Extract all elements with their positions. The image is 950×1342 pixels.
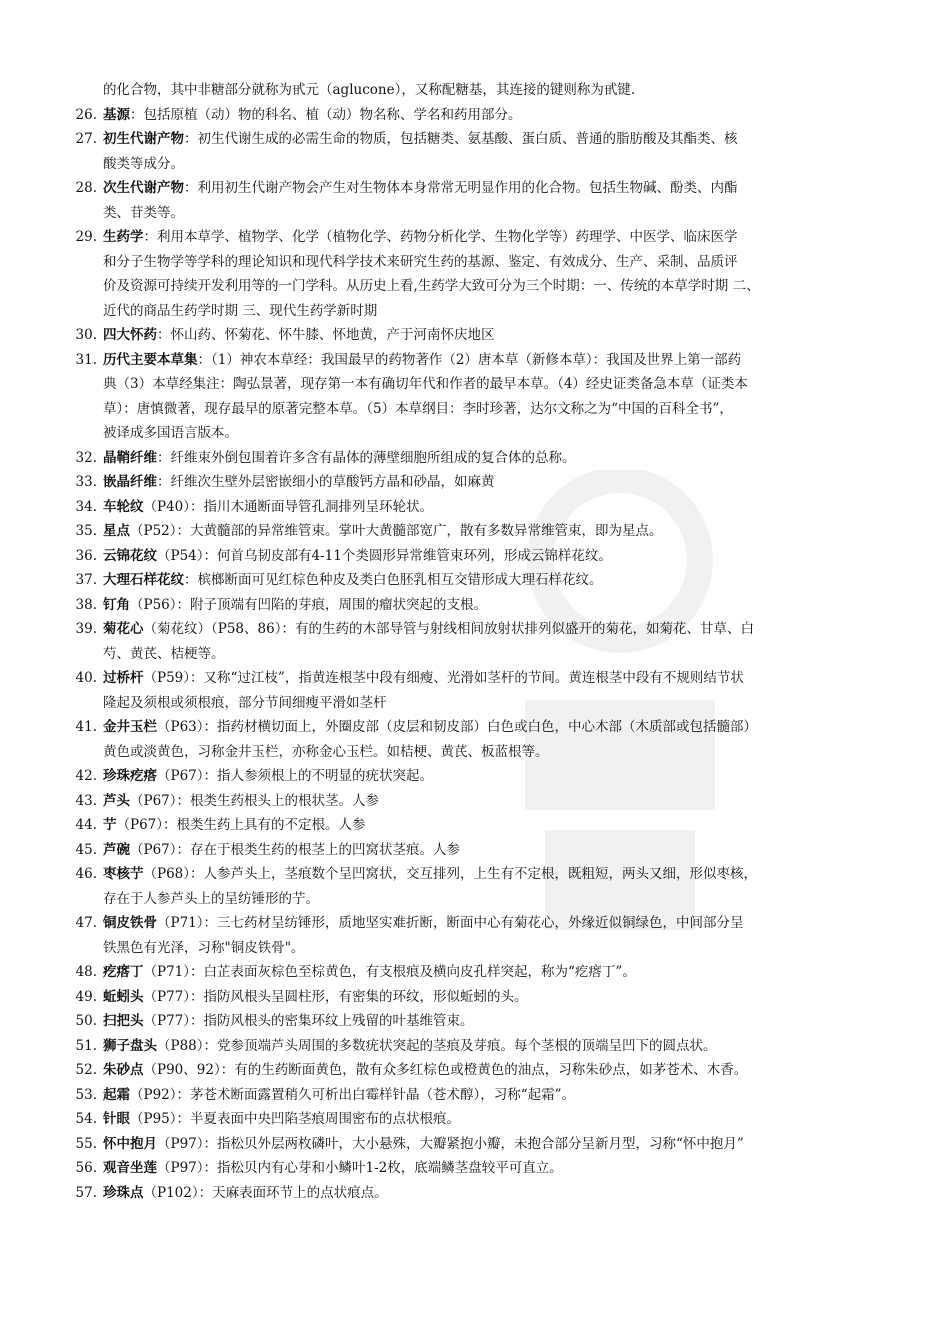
entry-term: 基源 (103, 106, 130, 123)
entry-term: 扫把头 (103, 1013, 144, 1029)
entry-line (103, 127, 898, 152)
entry-text: 草）：唐慎微著，现存最早的原著完整本草。（5）本草纲目：李时珍著，达尔文称之为“中国的百科全书”， (103, 400, 733, 417)
glossary-entry (0, 1009, 898, 1034)
entry-term: 观音坐莲 (103, 1160, 157, 1176)
entry-term: 针眼 (103, 1111, 130, 1127)
entry-text: 典（3）本草经集注：陶弘景著，现存第一本有确切年代和作者的最早本草。（4）经史证类备急本草（证类本 (103, 376, 748, 392)
entry-number: 35. (75, 523, 97, 539)
entry-line (103, 519, 898, 544)
entry-number: 30. (75, 327, 97, 343)
glossary-entry (0, 985, 898, 1010)
entry-number: 49. (75, 988, 97, 1005)
glossary-entry (0, 495, 898, 520)
entry-line (103, 250, 898, 275)
entry-text: （P54）：何首乌韧皮部有4-11个类圆形异常维管束环列，形成云锦样花纹。 (157, 547, 612, 564)
entry-term: 过桥杆 (103, 670, 144, 686)
entry-text: 类、苷类等。 (103, 204, 184, 221)
entry-term: 艼 (103, 817, 117, 833)
entry-text: ：初生代谢生成的必需生命的物质，包括糖类、氨基酸、蛋白质、普通的脂肪酸及其酯类、核 (184, 131, 738, 147)
entry-text: （菊花纹）（P58、86）：有的生药的木部导管与射线相间放射状排列似盛开的菊花，如菊花、甘草、白 (143, 621, 754, 637)
glossary-entry (0, 666, 898, 715)
entry-number: 44. (75, 817, 97, 833)
entry-line (103, 642, 898, 667)
entry-text: ：纤维束外倒包围着许多含有晶体的薄壁细胞所组成的复合体的总称。 (157, 449, 576, 466)
glossary-entry (0, 176, 898, 225)
glossary-entry (0, 225, 898, 323)
entry-number: 53. (75, 1086, 97, 1103)
entry-line (103, 789, 898, 814)
entry-term: 狮子盘头 (103, 1037, 157, 1054)
entry-number: 47. (75, 915, 97, 931)
entry-term: 珍珠疙瘩 (103, 768, 157, 784)
entry-line (103, 348, 898, 373)
glossary-entry (0, 1181, 898, 1206)
entry-number: 48. (75, 964, 97, 980)
glossary-entry (0, 838, 898, 863)
entry-term: 芦碗 (103, 841, 130, 858)
entry-number: 28. (75, 180, 97, 196)
entry-text: 价及资源可持续开发利用等的一门学科。从历史上看,生药学大致可分为三个时期：一、传统的本草学时期 二、 (103, 278, 760, 294)
entry-text: ：纤维次生壁外层密嵌细小的草酸钙方晶和砂晶，如麻黄 (157, 474, 495, 490)
entry-text: 被译成多国语言版本。 (103, 425, 238, 441)
entry-text: 芍、黄芪、桔梗等。 (103, 645, 225, 662)
entry-text: 铁黑色有光泽，习称"铜皮铁骨"。 (103, 939, 305, 956)
entry-line (103, 838, 898, 863)
entry-line (103, 152, 898, 177)
entry-number: 45. (75, 841, 97, 858)
glossary-entry (0, 960, 898, 985)
entry-line (103, 1009, 898, 1034)
entry-term: 云锦花纹 (103, 547, 157, 564)
glossary-entry (0, 813, 898, 838)
entry-line (103, 715, 898, 740)
entry-number: 41. (75, 719, 97, 735)
entry-line (103, 372, 898, 397)
entry-term: 怀中抱月 (103, 1135, 157, 1152)
entry-term: 菊花心 (103, 621, 144, 637)
glossary-entry (0, 1107, 898, 1132)
entry-text: （P92）：茅苍术断面露置稍久可析出白霉样针晶（苍术醇），习称“起霜”。 (130, 1086, 576, 1103)
entry-line (103, 274, 898, 299)
entry-term: 四大怀药 (103, 327, 157, 343)
entry-term: 芦头 (103, 792, 130, 809)
entry-line (103, 544, 898, 569)
entry-line (103, 617, 898, 642)
entry-line (103, 421, 898, 446)
entry-text: ：利用本草学、植物学、化学（植物化学、药物分析化学、生物化学等）药理学、中医学、临床医学 (143, 229, 738, 245)
entry-text: （P56）：附子顶端有凹陷的芽痕，周围的瘤状突起的支根。 (130, 596, 488, 613)
entry-number: 42. (75, 768, 97, 784)
entry-number: 40. (75, 670, 97, 686)
glossary-entry (0, 1034, 898, 1059)
entry-number: 46. (75, 866, 97, 882)
entry-line (103, 666, 898, 691)
entry-text: （P67）：根类生药根头上的根状茎。人参 (130, 792, 380, 809)
glossary-entry (0, 911, 898, 960)
entry-text: ：利用初生代谢产物会产生对生物体本身常常无明显作用的化合物。包括生物碱、酚类、内酯 (184, 180, 738, 196)
entry-number: 51. (75, 1037, 97, 1054)
entry-term: 朱砂点 (103, 1062, 144, 1078)
glossary-list (0, 103, 898, 1206)
entry-term: 金井玉栏 (103, 719, 157, 735)
entry-line (103, 593, 898, 618)
entry-text: （P68）：人参芦头上，茎痕数个呈凹窝状，交互排列，上生有不定根，既粗短，两头又细，形似枣核， (143, 866, 758, 882)
entry-term: 历代主要本草集 (103, 351, 198, 368)
entry-text: （P71）：三七药材呈纺锤形，质地坚实难折断，断面中心有菊花心，外缘近似铜绿色，中间部分呈 (157, 915, 744, 931)
entry-number: 37. (75, 572, 97, 588)
entry-line (103, 103, 898, 128)
entry-text: （P97）：指松贝内有心芽和小鳞叶1-2枚，底端鳞茎盘较平可直立。 (157, 1160, 563, 1176)
entry-line (103, 1181, 898, 1206)
glossary-entry (0, 1132, 898, 1157)
glossary-entry (0, 1058, 898, 1083)
glossary-entry (0, 1156, 898, 1181)
entry-term: 车轮纹 (103, 498, 144, 515)
glossary-entry (0, 348, 898, 446)
entry-text: （P52）：大黄髓部的异常维管束。掌叶大黄髓部宽广，散有多数异常维管束，即为星点。 (130, 523, 663, 539)
entry-line (103, 225, 898, 250)
entry-number: 26. (75, 106, 97, 123)
entry-number: 54. (75, 1111, 97, 1127)
entry-text: （P71）：白芷表面灰棕色至棕黄色，有支根痕及横向皮孔样突起，称为“疙瘩丁”。 (143, 964, 636, 980)
entry-term: 铜皮铁骨 (103, 915, 157, 931)
entry-line (103, 323, 898, 348)
entry-number: 27. (75, 131, 97, 147)
entry-line (103, 813, 898, 838)
entry-number: 43. (75, 792, 97, 809)
entry-text: （P59）：又称“过江枝”，指黄连根茎中段有细瘦、光滑如茎杆的节间。黄连根茎中段有不规则结节状 (143, 670, 744, 686)
entry-term: 星点 (103, 523, 130, 539)
entry-line (103, 887, 898, 912)
glossary-entry (0, 617, 898, 666)
entry-line (103, 691, 898, 716)
entry-text: 隆起及须根或须根痕，部分节间细瘦平滑如茎杆 (103, 694, 387, 711)
entry-text: （P97）：指松贝外层两枚磷叶，大小悬殊，大瓣紧抱小瓣，未抱合部分呈新月型，习称“怀中抱月” (157, 1135, 744, 1152)
glossary-entry (0, 789, 898, 814)
entry-text: （P88）：党参顶端芦头周围的多数疣状突起的茎痕及芽痕。每个茎根的顶端呈凹下的圆点状。 (157, 1037, 717, 1054)
entry-number: 33. (75, 474, 97, 490)
entry-line (103, 470, 898, 495)
glossary-entry (0, 470, 898, 495)
entry-line (103, 1156, 898, 1181)
entry-number: 39. (75, 621, 97, 637)
entry-number: 34. (75, 498, 97, 515)
entry-line (103, 960, 898, 985)
glossary-entry (0, 544, 898, 569)
entry-number: 31. (75, 351, 97, 368)
glossary-entry (0, 1083, 898, 1108)
entry-line (103, 1058, 898, 1083)
entry-text: 和分子生物学等学科的理论知识和现代科学技术来研究生药的基源、鉴定、有效成分、生产、采制、品质评 (103, 253, 738, 270)
entry-term: 钉角 (103, 596, 130, 613)
entry-term: 珍珠点 (103, 1184, 144, 1201)
entry-text: ：包括原植（动）物的科名、植（动）物名称、学名和药用部分。 (130, 106, 522, 123)
glossary-entry (0, 519, 898, 544)
entry-line (103, 568, 898, 593)
entry-line (103, 1107, 898, 1132)
entry-text: 黄色或淡黄色，习称金井玉栏，亦称金心玉栏。如桔梗、黄芪、板蓝根等。 (103, 743, 549, 760)
glossary-entry (0, 568, 898, 593)
entry-line (103, 740, 898, 765)
entry-text: ：（1）神农本草经：我国最早的药物著作（2）唐本草（新修本草）：我国及世界上第一部药 (197, 351, 742, 368)
glossary-entry (0, 715, 898, 764)
entry-number: 36. (75, 547, 97, 564)
entry-number: 55. (75, 1135, 97, 1152)
entry-text: （P102）：天麻表面环节上的点状痕点。 (143, 1184, 388, 1201)
entry-term: 初生代谢产物 (103, 131, 184, 147)
entry-term: 次生代谢产物 (103, 180, 184, 196)
entry-term: 疙瘩丁 (103, 964, 144, 980)
entry-number: 32. (75, 449, 97, 466)
entry-text: 近代的商品生药学时期 三、现代生药学新时期 (103, 302, 378, 319)
entry-term: 蚯蚓头 (103, 988, 144, 1005)
glossary-entry (0, 593, 898, 618)
glossary-entry (0, 127, 898, 176)
entry-text: （P90、92）：有的生药断面黄色，散有众多红棕色或橙黄色的油点，习称朱砂点，如茅苍术、木香。 (143, 1062, 748, 1078)
entry-text: （P77）：指防风根头的密集环纹上残留的叶基维管束。 (143, 1013, 474, 1029)
glossary-entry (0, 103, 898, 128)
entry-text: （P95）：半夏表面中央凹陷茎痕周围密布的点状根痕。 (130, 1111, 461, 1127)
glossary-entry (0, 764, 898, 789)
entry-line (103, 1083, 898, 1108)
entry-line (103, 201, 898, 226)
entry-text: （P67）：存在于根类生药的根茎上的凹窝状茎痕。人参 (130, 841, 461, 858)
entry-term: 晶鞘纤维 (103, 449, 157, 466)
glossary-entry (0, 862, 898, 911)
entry-text: （P67）：根类生药上具有的不定根。人参 (116, 817, 366, 833)
entry-number: 52. (75, 1062, 97, 1078)
entry-term: 嵌晶纤维 (103, 474, 157, 490)
entry-number: 38. (75, 596, 97, 613)
entry-term: 大理石样花纹 (103, 572, 184, 588)
entry-line (103, 1132, 898, 1157)
entry-text: 酸类等成分。 (103, 155, 184, 172)
glossary-entry (0, 446, 898, 471)
entry-line (103, 299, 898, 324)
continuation-line: 的化合物，其中非糖部分就称为甙元（aglucone），又称配糖基，其连接的键则称为甙键. (103, 82, 636, 98)
entry-number: 29. (75, 229, 97, 245)
glossary-entry (0, 323, 898, 348)
entry-text: （P67）：指人参须根上的不明显的疣状突起。 (157, 768, 434, 784)
entry-number: 50. (75, 1013, 97, 1029)
entry-line (103, 911, 898, 936)
entry-text: （P63）：指药材横切面上，外圈皮部（皮层和韧皮部）白色或白色，中心木部（木质部或包括髓部） (157, 719, 758, 735)
entry-line (103, 936, 898, 961)
entry-text: 存在于人参芦头上的呈纺锤形的艼。 (103, 890, 319, 907)
entry-term: 起霜 (103, 1086, 130, 1103)
entry-line (103, 176, 898, 201)
entry-term: 生药学 (103, 229, 144, 245)
entry-term: 枣核艼 (103, 866, 144, 882)
entry-text: （P40）：指川木通断面导管孔洞排列呈环轮状。 (143, 498, 434, 515)
entry-line (103, 764, 898, 789)
entry-number: 56. (75, 1160, 97, 1176)
entry-number: 57. (75, 1184, 97, 1201)
entry-line (103, 1034, 898, 1059)
entry-line (103, 397, 898, 422)
entry-text: （P77）：指防风根头呈圆柱形，有密集的环纹，形似蚯蚓的头。 (143, 988, 528, 1005)
entry-line (103, 862, 898, 887)
entry-line (103, 495, 898, 520)
entry-line (103, 985, 898, 1010)
entry-line (103, 446, 898, 471)
entry-text: ：怀山药、怀菊花、怀牛膝、怀地黄，产于河南怀庆地区 (157, 327, 495, 343)
entry-text: ：槟榔断面可见红棕色种皮及类白色胚乳相互交错形成大理石样花纹。 (184, 572, 603, 588)
